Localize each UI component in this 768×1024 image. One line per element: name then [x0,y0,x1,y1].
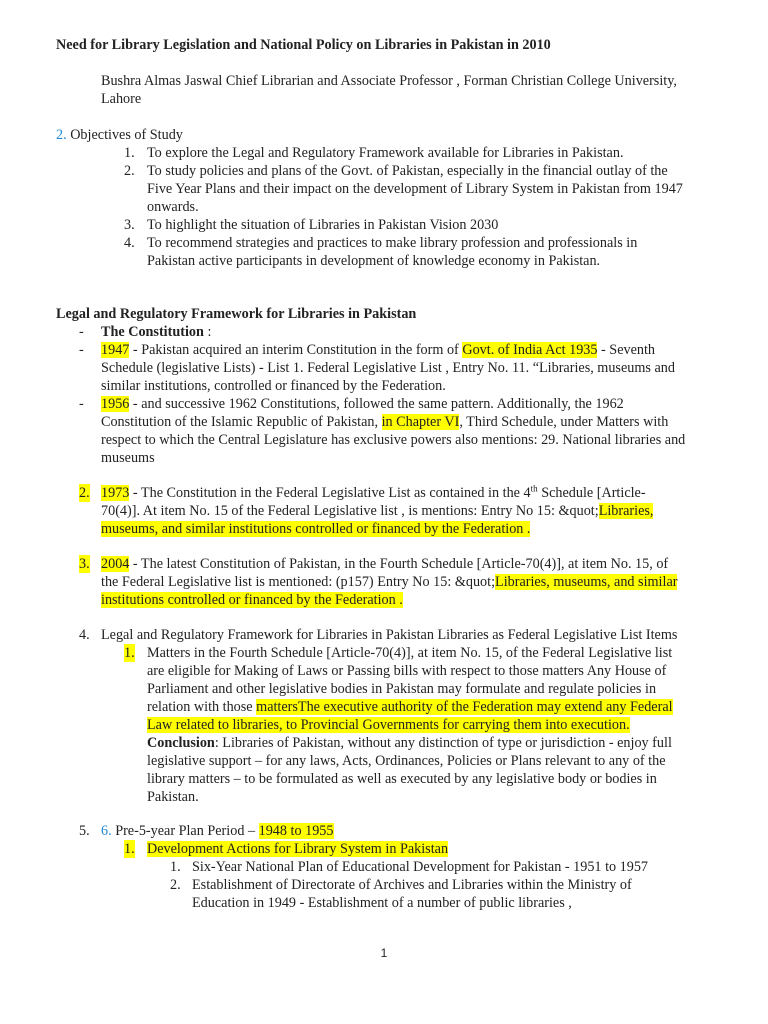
dash-bullet: - [79,342,84,358]
item-4-sub-line-2: are eligible for Making of Laws or Passing bills with respect to those matters Any House of [147,663,667,679]
item-2-number: 2. [79,485,90,501]
objective-2-line-3: onwards. [147,199,199,215]
item-4-sub-line-9: Pakistan. [147,789,199,805]
item-4-sub-line-6 [147,734,672,752]
item-4-sub-line-7: legislative support – for any laws, Acts, Ordinances, Policies or Plans relevant to any of the [147,753,666,769]
text-run: - The latest Constitution of Pakistan, in the Fourth Schedule [Article-70(4)], at item No. 15, of [129,556,669,572]
text-run: Schedule [Article- [537,485,646,501]
objective-1-line-1: To explore the Legal and Regulatory Framework available for Libraries in Pakistan. [147,145,624,161]
item-2-line-2 [101,502,653,520]
highlight-run: mattersThe executive authority of the Federation may extend any Federal [256,699,673,715]
text-run: : Libraries of Pakistan, without any distinction of type or jurisdiction - enjoy full [214,735,672,751]
item-2-line-3 [101,520,530,538]
superscript: th [530,483,538,494]
text-run: - and successive 1962 Constitutions, followed the same pattern. Additionally, the 1962 [129,396,624,412]
constitution-label: The Constitution [101,324,204,340]
highlight-run: 1948 to 1955 [258,823,334,839]
year-highlight: 2004 [101,556,130,572]
bullet-1947-line-3: similar institutions, controlled or financed by the Federation. [101,378,446,394]
text-run: the Federal Legislative list is mentioned: (p157) Entry No 15: &quot; [101,574,496,590]
item-3-line-1 [101,555,668,573]
item-5-sub-sub-2-line-2: Education in 1949 - Establishment of a number of public libraries , [192,895,572,911]
item-4-sub-number: 1. [124,645,135,661]
conclusion-label: Conclusion [147,735,215,751]
text-run: Pre-5-year Plan Period – [111,823,259,839]
item-3-line-2 [101,573,677,591]
item-5-sub-sub-1-line-1: Six-Year National Plan of Educational Development for Pakistan - 1951 to 1957 [192,859,649,875]
item-5-sub-sub-2-line-1: Establishment of Directorate of Archives and Libraries within the Ministry of [192,877,632,893]
text-run: - The Constitution in the Federal Legislative List as contained in the 4 [129,485,531,501]
item-4-sub-line-5 [147,716,630,734]
highlight-run: Libraries, museums, and similar [495,574,678,590]
bullet-1947-line-2: Schedule (legislative Lists) - List 1. Federal Legislative List , Entry No. 11. “Libraries, museums and [101,360,675,376]
bullet-1947-line-1 [101,341,655,359]
item-5-line-1 [101,822,334,840]
bullet-1956-line-1 [101,395,624,413]
item-5-sub-heading [147,840,448,858]
item-4-sub-line-4 [147,698,673,716]
highlight-run: Libraries, [598,503,654,519]
text-run: - Seventh [597,342,656,358]
objective-2-line-2: Five Year Plans and their impact on the development of Library System in Pakistan from 1947 [147,181,683,197]
blue-number: 6. [101,823,112,839]
text-run: Constitution of the Islamic Republic of Pakistan, [101,414,382,430]
author-line-1: Bushra Almas Jaswal Chief Librarian and Associate Professor , Forman Christian College University, [101,73,677,89]
bullet-1956-line-4: museums [101,450,155,466]
item-4-sub-line-8: library matters – to be formulated as well as executed by any legislative body or bodies in [147,771,657,787]
highlight-run: Govt. of India Act 1935 [462,342,598,358]
year-highlight: 1956 [101,396,130,412]
highlight-run: museums, and similar institutions controlled or financed by the Federation . [101,521,531,537]
objective-4-line-1: To recommend strategies and practices to make library profession and professionals in [147,235,638,251]
highlight-run: in Chapter VI [381,414,460,430]
document-title: Need for Library Legislation and National Policy on Libraries in Pakistan in 2010 [56,37,551,53]
year-highlight: 1947 [101,342,130,358]
objective-num-1: 1. [124,145,135,161]
item-5-sub-number: 1. [124,841,135,857]
item-3-number: 3. [79,556,90,572]
objective-3-line-1: To highlight the situation of Libraries in Pakistan Vision 2030 [147,217,499,233]
author-line-2: Lahore [101,91,142,107]
objectives-heading-text: Objectives of Study [70,127,183,143]
constitution-colon: : [203,324,212,340]
item-3-line-3 [101,591,403,609]
text-run: - Pakistan acquired an interim Constitution in the form of [129,342,463,358]
objective-num-3: 3. [124,217,135,233]
dash-bullet: - [79,324,84,340]
highlight-run: institutions controlled or financed by the Federation . [101,592,403,608]
item-4-line-1: Legal and Regulatory Framework for Libraries in Pakistan Libraries as Federal Legislative List Items [101,627,678,643]
objective-4-line-2: Pakistan active participants in development of knowledge economy in Pakistan. [147,253,601,269]
item-5-sub-sub-number-1: 1. [170,859,181,875]
item-4-sub-line-3: Parliament and other legislative bodies in Pakistan may formulate and regulate policies in [147,681,657,697]
dash-bullet: - [79,396,84,412]
bullet-1956-line-3: respect to which the Central Legislature has exclusive powers also mentions: 29. National libraries and [101,432,686,448]
objectives-number: 2. [56,127,67,143]
constitution-line [101,323,211,341]
bullet-1956-line-2 [101,413,668,431]
year-highlight: 1973 [101,485,130,501]
objective-2-line-1: To study policies and plans of the Govt. of Pakistan, especially in the financial outlay of the [147,163,668,179]
page-number: 1 [380,946,388,960]
highlight-run: Development Actions for Library System in Pakistan [147,841,449,857]
item-4-number: 4. [79,627,90,643]
objective-num-2: 2. [124,163,135,179]
objectives-heading [56,126,183,144]
legal-heading: Legal and Regulatory Framework for Libraries in Pakistan [56,306,417,322]
text-run: relation with those [147,699,257,715]
item-2-line-1 [101,484,646,502]
item-4-sub-line-1: Matters in the Fourth Schedule [Article-70(4)], at item No. 15, of the Federal Legislative list [147,645,673,661]
objective-num-4: 4. [124,235,135,251]
highlight-run: Law related to libraries, to Provincial Governments for carrying them into execution. [147,717,630,733]
item-5-sub-sub-number-2: 2. [170,877,181,893]
text-run: 70(4)]. At item No. 15 of the Federal Legislative list , is mentions: Entry No 15: &quot; [101,503,599,519]
text-run: , Third Schedule, under Matters with [459,414,669,430]
item-5-number: 5. [79,823,90,839]
